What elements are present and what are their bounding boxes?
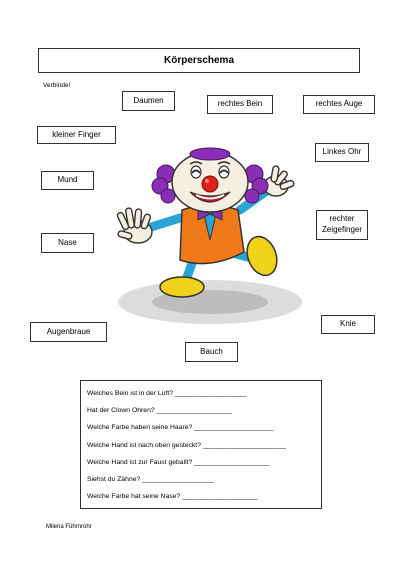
- label-rechtes-bein: rechtes Bein: [207, 95, 273, 114]
- question-7: Welche Farbe hat seine Nase? ____________________: [87, 493, 258, 501]
- right-shoe: [242, 232, 282, 279]
- label-rechter-zeigefinger-line1: rechter: [329, 214, 355, 224]
- left-arm: [148, 218, 180, 228]
- label-daumen: Daumen: [122, 91, 175, 111]
- label-augenbraue: Augenbraue: [30, 322, 107, 342]
- question-3: Welche Farbe haben seine Haare? _____________________: [87, 424, 274, 432]
- left-hand: [116, 208, 152, 243]
- question-4: Welche Hand ist nach oben gesteckt? ______________________: [87, 441, 287, 449]
- clown-illustration: [110, 140, 310, 345]
- worksheet-title: Körperschema: [38, 48, 360, 73]
- question-6: Siehst du Zähne? ___________________: [87, 475, 214, 483]
- label-bauch: Bauch: [185, 342, 238, 362]
- questions-box: [80, 380, 322, 509]
- label-rechter-zeigefinger: [316, 210, 368, 240]
- instruction-text: Verbinde!: [43, 82, 71, 89]
- label-kleiner-finger: kleiner Finger: [37, 126, 116, 144]
- question-2: Hat der Clown Ohren? ____________________: [87, 407, 233, 415]
- label-linkes-ohr: Linkes Ohr: [315, 143, 369, 162]
- clown-nose: [202, 176, 218, 192]
- label-rechtes-auge: rechtes Auge: [303, 95, 375, 114]
- question-1: Welches Bein ist in der Luft? ___________________: [87, 390, 247, 397]
- label-knie: Knie: [321, 315, 375, 334]
- right-hand: [264, 166, 295, 196]
- left-shoe: [160, 277, 204, 297]
- question-5: Welche Hand ist zur Faust geballt? ____________________: [87, 458, 270, 466]
- label-mund: Mund: [41, 171, 94, 190]
- label-nase: Nase: [41, 233, 94, 253]
- author-name: Milena Führnrohr: [46, 524, 92, 530]
- label-rechter-zeigefinger-line2: Zeigefinger: [321, 225, 363, 234]
